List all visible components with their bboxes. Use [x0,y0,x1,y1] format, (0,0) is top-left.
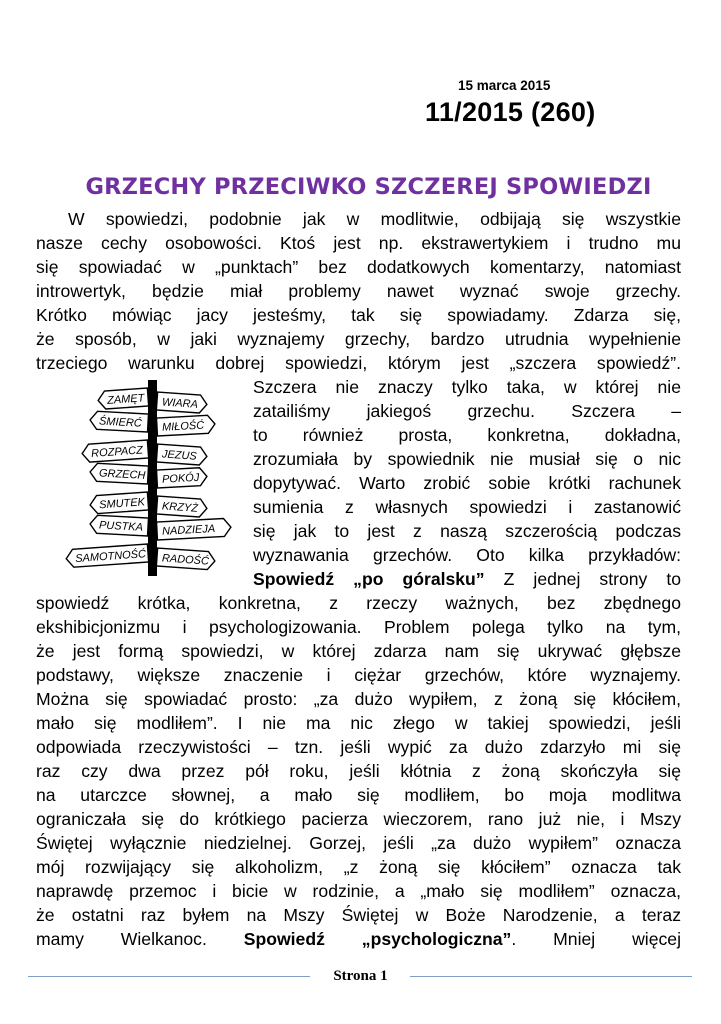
body-line: W spowiedzi, podobnie jak w modlitwie, odbijają się wszystkie [68,209,681,229]
page-number: Strona 1 [333,968,388,984]
body-text: Z jednej strony to [503,569,682,589]
signpost-sign-label: PUSTKA [98,519,144,534]
signpost-sign [157,467,208,488]
signpost-sign [157,518,232,540]
body-line: się spowiadać w „punktach” bez dodatkowych komentarzy, natomiast [36,257,681,277]
signpost-sign [156,392,207,413]
body-line: że jest formą spowiedzi, w której zdarza nam się ukrywać głębsze [36,641,681,661]
signpost-sign [90,411,149,432]
body-line: że sposób, w jaki wyznajemy grzechy, bardzo utrudnia wypełnienie [36,329,681,349]
body-line: się jak to jest z naszą szczerością podczas [253,521,681,541]
article-title: GRZECHY PRZECIWKO SZCZEREJ SPOWIEDZI [85,174,652,200]
body-line: introwertyk, będzie miał problemy nawet wyznać swoje grzechy. [36,281,681,301]
signpost-sign-label: SMUTEK [98,496,146,512]
signpost-illustration [62,378,246,578]
signpost-sign [82,440,149,463]
body-line: raz czy dwa przez pół roku, jeśli kłótnia z żoną skończyła się [36,761,681,781]
body-line: sumienia z własnych spowiedzi i zastanowić [253,497,681,517]
signpost-sign [90,463,149,484]
signpost-sign-label: GRZECH [98,467,146,482]
body-line [253,567,681,591]
signpost-sign-label: ROZPACZ [90,444,144,460]
body-line: naprawdę przemoc i bicie w rodzinie, a „mało się modliłem” oznacza, [36,881,681,901]
signpost-sign-label: WIARA [161,396,199,411]
body-line: Świętej wyłącznie niedzielnej. Gorzej, jeśli „za dużo wypiłem” oznacza [36,833,681,853]
signpost-sign-label: KRZYŻ [161,500,199,515]
body-line: mój rozwijający się alkoholizm, „z żoną się kłóciłem” oznacza tak [36,857,681,877]
body-line: nasze cechy osobowości. Ktoś jest np. ekstrawertykiem i trudno mu [36,233,681,253]
signpost-sign [156,548,215,570]
signpost-sign [157,415,216,436]
body-line: ekshibicjonizmu i psychologizowania. Problem polega tylko na tym, [36,617,681,637]
body-line: że ostatni raz byłem na Mszy Świętej w Boże Narodzenie, a teraz [36,905,681,925]
body-line: Krótko mówiąc jacy jesteśmy, tak się spowiadamy. Zdarza się, [36,305,681,325]
signpost-sign [90,515,149,536]
body-line: ograniczała się do krótkiego pacierza wieczorem, rano już nie, i Mszy [36,809,681,829]
signpost-sign-label: RADOŚĆ [161,552,210,568]
signpost-sign-label: MIŁOŚĆ [161,419,205,434]
body-line: trzeciego warunku dobrej spowiedzi, którym jest „szczera spowiedź”. [36,353,681,373]
signpost-sign [90,492,149,514]
body-line: odpowiada rzeczywistości – tzn. jeśli wypić za dużo zdarzyło mi się [36,737,681,757]
body-line: spowiedź krótka, konkretna, z rzeczy ważnych, bez zbędnego [36,593,681,613]
body-line: mało się modliłem”. I nie ma nic złego w takiej spowiedzi, jeśli [36,713,681,733]
subheading-po-goralsku: Spowiedź „po góralsku” [253,569,485,589]
body-text: mamy Wielkanoc. [36,929,207,949]
signpost-sign [97,388,148,409]
body-text: . Mniej więcej [511,929,681,949]
signpost-sign-label: ŚMIERĆ [98,415,143,430]
body-line: to również prosta, konkretna, dokładna, [253,425,681,445]
body-line: podstawy, większe znaczenie i ciężar grzechów, które wyznajemy. [36,665,681,685]
issue-number: 11/2015 (260) [425,97,596,127]
signpost-sign-label: SAMOTNOŚĆ [74,548,147,566]
body-line: Szczera nie znaczy tylko taka, w której nie [253,377,681,397]
body-line: na utarczce słownej, a mało się modliłem, bo moja modlitwa [36,785,681,805]
signpost-sign-label: ZAMĘT [106,392,145,407]
body-line: dopytywać. Warto zrobić sobie krótki rachunek [253,473,681,493]
signpost-sign [156,496,207,517]
signpost-sign [156,444,207,465]
body-line [36,927,681,951]
signpost-sign-label: NADZIEJA [161,522,216,538]
body-line: Można się spowiadać prosto: „za dużo wypiłem, z żoną się kłóciłem, [36,689,681,709]
body-line: zatailiśmy jakiegoś grzechu. Szczera – [253,401,681,421]
body-line: zrozumiała by spowiednik nie musiał się o nic [253,449,681,469]
body-line: wyznawania grzechów. Oto kilka przykładów: [253,545,681,565]
subheading-psychologiczna: Spowiedź „psychologiczna” [243,929,512,949]
signpost-sign-label: JEZUS [161,448,198,463]
signpost-sign-label: POKÓJ [161,471,200,486]
issue-date: 15 marca 2015 [458,78,551,93]
signpost-sign [66,544,149,568]
